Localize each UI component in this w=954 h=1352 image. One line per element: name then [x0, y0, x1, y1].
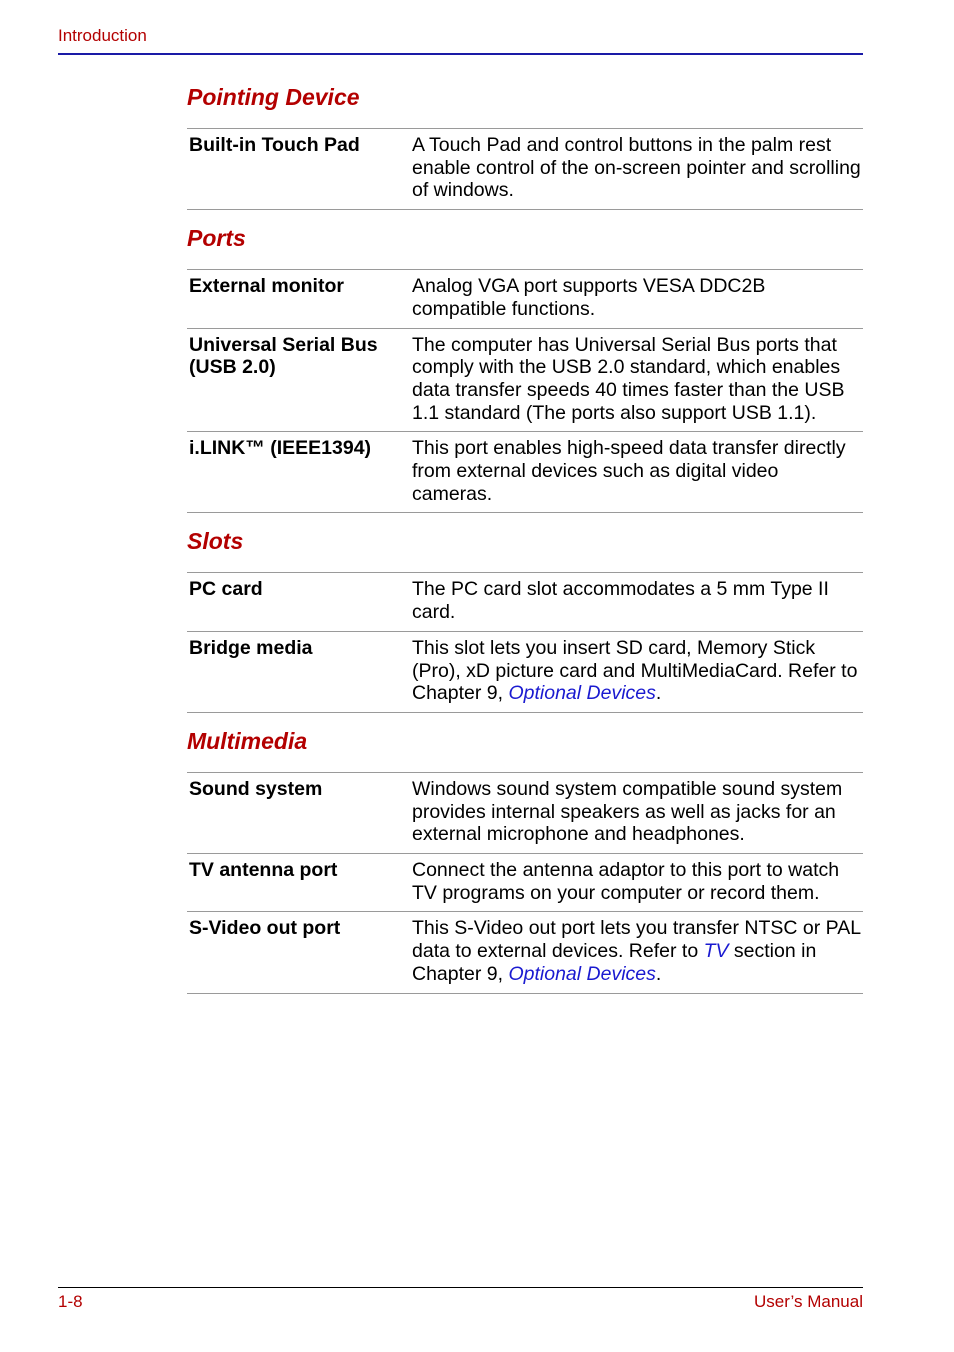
desc-text-end: .	[655, 682, 662, 705]
section-title-pointing-device: Pointing Device	[187, 84, 360, 110]
table-row	[187, 912, 863, 993]
section-title-multimedia: Multimedia	[187, 727, 308, 754]
table-row	[187, 773, 863, 854]
row-description	[412, 917, 863, 985]
section-title-slots: Slots	[187, 528, 244, 555]
row-description: A Touch Pad and control buttons in the palm rest enable control of the on-screen pointer and scrolling of windows.	[412, 134, 861, 202]
row-description: Analog VGA port supports VESA DDC2B compatible functions.	[412, 275, 766, 320]
table-row	[187, 129, 863, 210]
desc-text-end: .	[655, 962, 662, 985]
row-term: TV antenna port	[189, 859, 338, 882]
row-term: Built-in Touch Pad	[189, 134, 360, 156]
pointing-device-table	[187, 128, 863, 210]
running-header: Introduction	[58, 26, 147, 45]
table-row	[187, 573, 863, 631]
table-row	[187, 854, 863, 912]
section-title-ports: Ports	[187, 225, 246, 252]
table-row	[187, 270, 863, 328]
header-rule	[58, 53, 863, 55]
slots-table	[187, 572, 863, 713]
row-term: Universal Serial Bus (USB 2.0)	[189, 333, 378, 379]
row-term: i.LINK™ (IEEE1394)	[189, 437, 372, 460]
row-description: This port enables high-speed data transfer directly from external devices such as digital video cameras.	[412, 437, 846, 505]
row-description	[412, 637, 863, 705]
footer-rule	[58, 1287, 863, 1288]
row-term: External monitor	[189, 275, 344, 298]
row-term: PC card	[189, 578, 263, 601]
row-term: S-Video out port	[189, 917, 341, 940]
page-number: 1-8	[58, 1292, 83, 1311]
row-description: The PC card slot accommodates a 5 mm Type II card.	[412, 578, 829, 624]
optional-devices-link[interactable]: Optional Devices	[508, 962, 656, 985]
optional-devices-link[interactable]: Optional Devices	[508, 682, 656, 705]
ports-table	[187, 269, 863, 513]
desc-text: This S-Video out port lets you transfer NTSC or PAL data to external devices. Refer to	[412, 917, 861, 963]
multimedia-table	[187, 772, 863, 994]
tv-link[interactable]: TV	[703, 940, 729, 963]
spec-content	[187, 82, 863, 994]
desc-text-mid: section in Chapter 9,	[412, 940, 817, 985]
row-description: Windows sound system compatible sound system provides internal speakers as well as jacks for an external microphone and headphones.	[412, 777, 843, 846]
row-description: Connect the antenna adaptor to this port to watch TV programs on your computer or record them.	[412, 859, 840, 904]
manual-title: User’s Manual	[754, 1292, 863, 1311]
row-term: Bridge media	[189, 636, 313, 659]
table-row	[187, 432, 863, 513]
row-term: Sound system	[189, 777, 323, 800]
desc-text: This slot lets you insert SD card, Memory Stick (Pro), xD picture card and MultiMediaCard. Refer to Chapter 9,	[412, 636, 858, 705]
table-row	[187, 329, 863, 433]
table-row	[187, 632, 863, 713]
row-description: The computer has Universal Serial Bus ports that comply with the USB 2.0 standard, which enables data transfer speeds 40 times faster than the USB 1.1 standard (The ports also support USB 1.1).	[412, 333, 845, 424]
